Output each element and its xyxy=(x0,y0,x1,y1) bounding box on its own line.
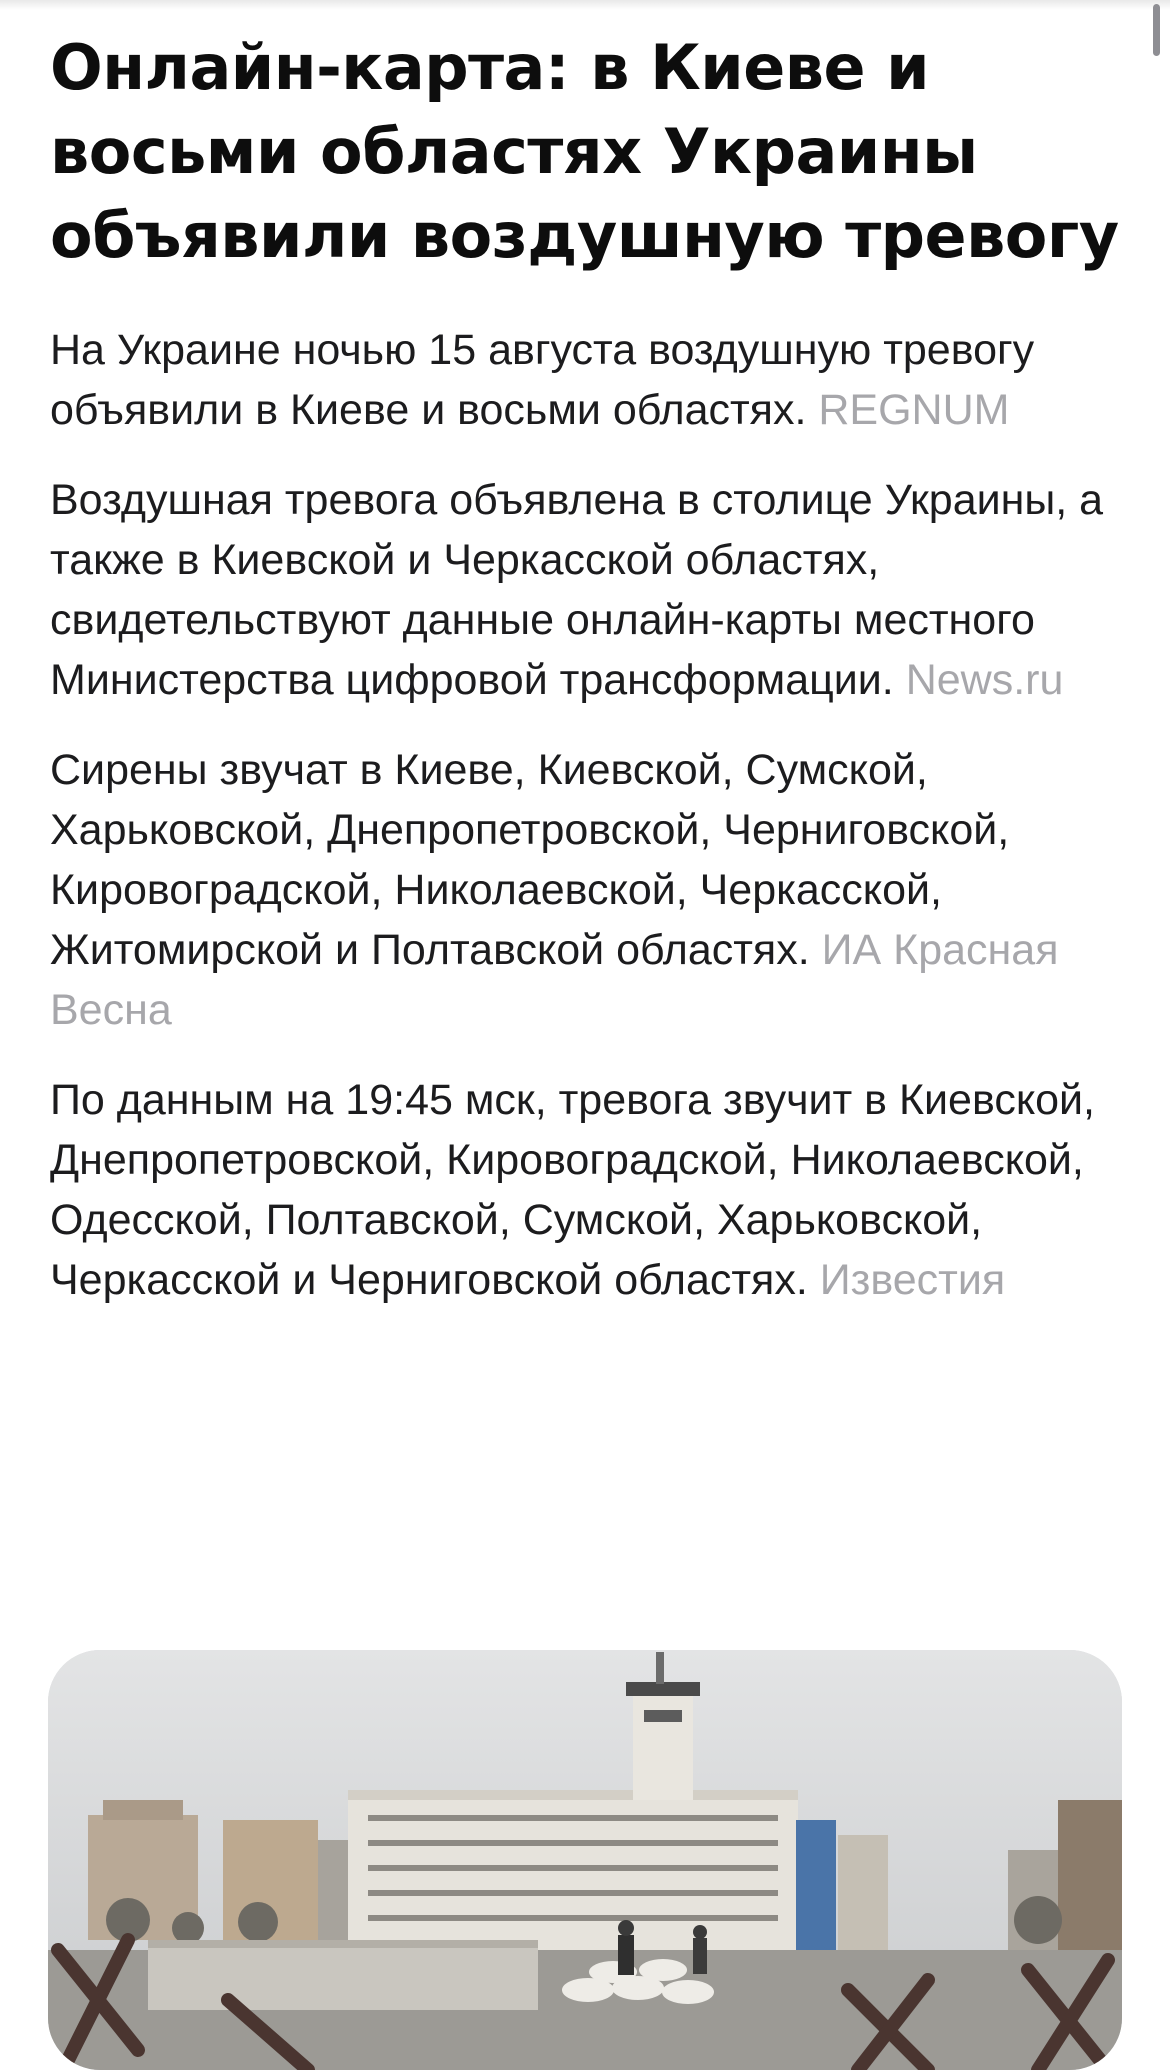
article-headline: Онлайн-карта: в Киеве и восьми областях Украины объявили воздушную тревогу xyxy=(50,31,1119,272)
top-edge-shadow xyxy=(0,0,1170,10)
summary-paragraph xyxy=(50,470,1120,710)
article-photo[interactable] xyxy=(48,1650,1122,2070)
summary-paragraph xyxy=(50,740,1120,1040)
paragraph-text: На Украине ночью 15 августа воздушную тревогу объявили в Киеве и восьми областях. xyxy=(50,326,1035,434)
source-link-krasnaya-vesna[interactable]: ИА Красная Весна xyxy=(50,926,1059,1034)
scroll-indicator[interactable] xyxy=(1153,4,1160,56)
summary-paragraph xyxy=(50,1070,1120,1310)
paragraph-text: Воздушная тревога объявлена в столице Украины, а также в Киевской и Черкасской областях, свидетельствуют данные онлайн-карты местного Министерства цифровой трансформации. xyxy=(50,476,1104,704)
article xyxy=(50,26,1120,1340)
source-link-regnum[interactable]: REGNUM xyxy=(818,386,1010,434)
article-summary xyxy=(50,320,1120,1310)
source-link-izvestia[interactable]: Известия xyxy=(819,1256,1006,1304)
city-square-photo-illustration xyxy=(48,1650,1122,2070)
paragraph-text: Сирены звучат в Киеве, Киевской, Сумской, Харьковской, Днепропетровской, Черниговской, Кировоградской, Николаевской, Черкасской, Житомирской и Полтавской областях. xyxy=(50,746,1010,974)
summary-paragraph xyxy=(50,320,1120,440)
source-link-newsru[interactable]: News.ru xyxy=(905,656,1064,704)
paragraph-text: По данным на 19:45 мск, тревога звучит в Киевской, Днепропетровской, Кировоградской, Николаевской, Одесской, Полтавской, Сумской, Харьковской, Черкасской и Черниговской областях. xyxy=(50,1076,1095,1304)
